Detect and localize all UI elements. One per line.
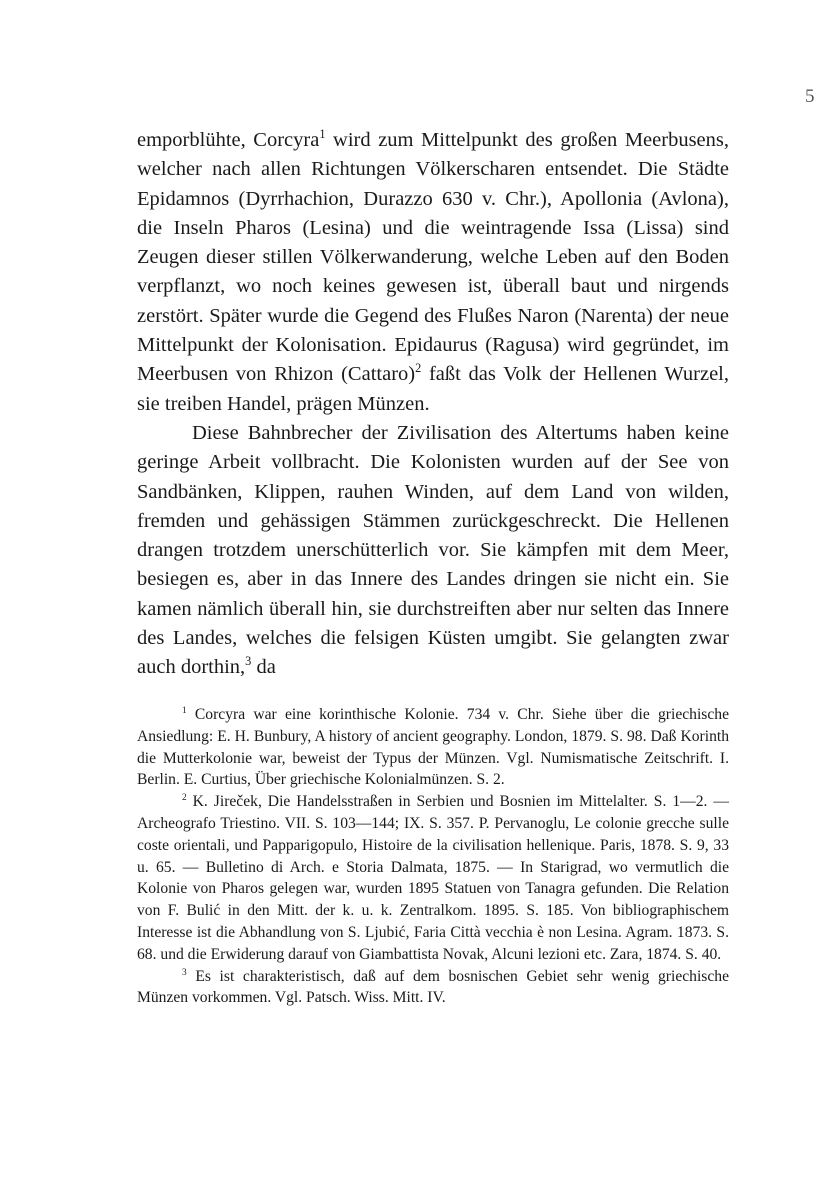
footnote-3-text: Es ist charakteristisch, daß auf dem bosnischen Gebiet sehr wenig griechische Münzen vorkommen. Vgl. Patsch. Wiss. Mitt. IV. (137, 967, 729, 1007)
footnote-1 (137, 704, 729, 791)
paragraph-2-text-a: Diese Bahnbrecher der Zivilisation des Altertums haben keine geringe Arbeit vollbracht. Die Kolonisten wurden auf der See von Sandbänken, Klippen, rauhen Winden, auf dem Land von wilden, fremden und gehässigen Stämmen zurückgeschreckt. Die Hellenen drangen trotzdem unerschütterlich vor. Sie kämpfen mit dem Meer, besiegen es, aber in das Innere des Landes dringen sie nicht ein. Sie kamen nämlich überall hin, sie durchstreiften aber nur selten das Innere des Landes, welches die felsigen Küsten umgibt. Sie gelangten zwar auch dorthin, (137, 421, 729, 679)
main-text (137, 126, 729, 683)
paragraph-2 (137, 419, 729, 683)
footnote-3-mark: 3 (182, 967, 187, 978)
footnote-1-text: Corcyra war eine korinthische Kolonie. 734 v. Chr. Siehe über die griechische Ansiedlung: E. H. Bunbury, A history of ancient geography. London, 1879. S. 98. Daß Korinth die Mutterkolonie war, beweist der Typus der Münzen. Vgl. Numismatische Zeitschrift. I. Berlin. E. Curtius, Über griechische Kolonialmünzen. S. 2. (137, 706, 729, 789)
paragraph-1-text-b: wird zum Mittelpunkt des großen Meerbusens, welcher nach allen Richtungen Völkerscharen entsendet. Die Städte Epidamnos (Dyrrhachion, Durazzo 630 v. Chr.), Apollonia (Avlona), die Inseln Pharos (Lesina) und die weintragende Issa (Lissa) sind Zeugen dieser stillen Völkerwanderung, welche Leben auf den Boden verpflanzt, wo noch keines gewesen ist, überall baut und nirgends zerstört. Später wurde die Gegend des Flußes Naron (Narenta) der neue Mittelpunkt der Kolonisation. Epidaurus (Ragusa) wird gegründet, im Meerbusen von Rhizon (Cattaro) (137, 129, 729, 386)
footnote-ref-2: 2 (415, 361, 422, 376)
footnote-ref-3: 3 (245, 654, 252, 669)
footnote-1-mark: 1 (182, 705, 187, 716)
footnote-2-mark: 2 (182, 793, 187, 803)
paragraph-2-text-b: da (251, 656, 276, 679)
footnote-3 (137, 966, 729, 1010)
footnote-2-text: K. Jireček, Die Handelsstraßen in Serbien und Bosnien im Mittelalter. S. 1—2. — Archeografo Triestino. VII. S. 103—144; IX. S. 357. P. Pervanoglu, Le colonie grecche sulle coste orientali, und Papparigopulo, Histoire de la civilisation hellenique. Paris, 1878. S. 9, 33 u. 65. — Bulletino di Arch. e Storia Dalmata, 1875. — In Starigrad, wo vermutlich die Kolonie von Pharos gelegen war, wurden 1895 Statuen von Tanagra gefunden. Die Relation von F. Bulić in den Mitt. der k. u. k. Zentralkom. 1895. S. 185. Von bibliographischem Interesse ist die Abhandlung von S. Ljubić, Faria Città vecchia è non Lesina. Agram. 1873. S. 68. und die Erwiderung darauf von Giambattista Novak, Alcuni lezioni etc. Zara, 1874. S. 40. (137, 793, 729, 963)
page-number: 5 (805, 86, 815, 107)
paragraph-1 (137, 126, 729, 419)
paragraph-1-text-c: faßt das Volk der Hellenen Wurzel, sie treiben Handel, prägen Münzen. (137, 363, 729, 415)
paragraph-1-text-a: emporblühte, Corcyra (137, 129, 320, 151)
footnote-2 (137, 791, 729, 965)
footnotes (137, 704, 729, 1009)
footnote-ref-1: 1 (319, 127, 326, 142)
